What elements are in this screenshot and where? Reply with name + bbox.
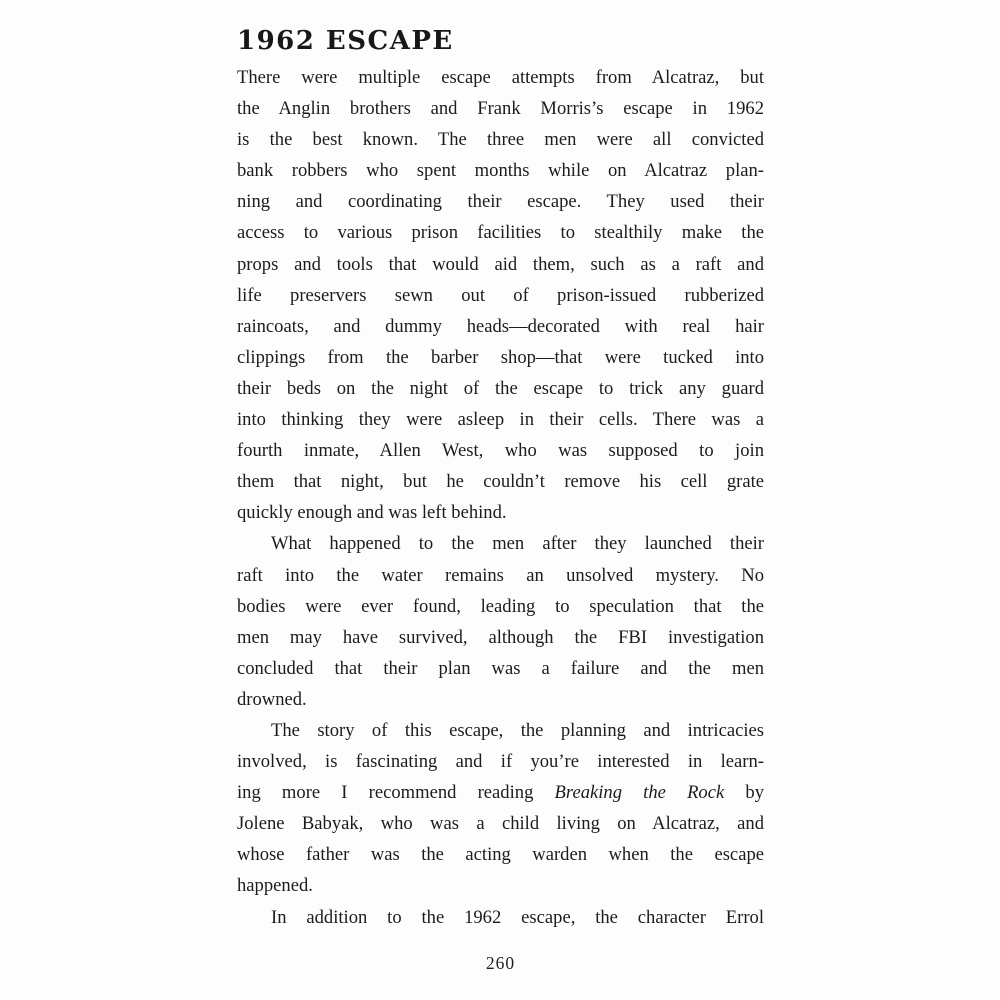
paragraph: [237, 62, 764, 528]
text-line: into thinking they were asleep in their cells. There was a: [237, 409, 764, 431]
text-line: props and tools that would aid them, such as a raft and: [237, 253, 764, 275]
text-line: men may have survived, although the FBI investigation: [237, 626, 764, 648]
text-line: their beds on the night of the escape to trick any guard: [237, 377, 764, 399]
text-line: quickly enough and was left behind.: [237, 502, 507, 524]
text-line: clippings from the barber shop—that were tucked into: [237, 346, 764, 368]
text-line: ing more I recommend reading Breaking the Rock by: [237, 782, 764, 804]
text-line: involved, is fascinating and if you’re interested in learn-: [237, 751, 764, 773]
text-line: the Anglin brothers and Frank Morris’s escape in 1962: [237, 98, 764, 120]
text-line: access to various prison facilities to stealthily make the: [237, 222, 764, 244]
text-line: life preservers sewn out of prison-issued rubberized: [237, 284, 764, 306]
text-line: them that night, but he couldn’t remove his cell grate: [237, 471, 764, 493]
text-line: ning and coordinating their escape. They used their: [237, 191, 764, 213]
text-line: bank robbers who spent months while on Alcatraz plan-: [237, 160, 764, 182]
page-number: 260: [485, 953, 516, 973]
paragraph: [237, 902, 764, 933]
text-line: raincoats, and dummy heads—decorated with real hair: [237, 315, 764, 337]
text-line: fourth inmate, Allen West, who was supposed to join: [237, 440, 764, 462]
text-line: What happened to the men after they launched their: [271, 533, 764, 555]
text-line: happened.: [237, 875, 313, 897]
text-line: concluded that their plan was a failure and the men: [237, 657, 764, 679]
text-line: raft into the water remains an unsolved mystery. No: [237, 564, 764, 586]
text-block: [237, 24, 764, 933]
paragraph: [237, 715, 764, 902]
text-line: In addition to the 1962 escape, the character Errol: [271, 906, 764, 928]
text-line: is the best known. The three men were all convicted: [237, 129, 764, 151]
text-line: whose father was the acting warden when the escape: [237, 844, 764, 866]
section-heading: 1962 ESCAPE: [237, 26, 454, 56]
text-line: bodies were ever found, leading to speculation that the: [237, 595, 764, 617]
paragraphs-container: [237, 62, 764, 933]
text-line: drowned.: [237, 688, 307, 710]
text-line: The story of this escape, the planning and intricacies: [271, 719, 764, 741]
paragraph: [237, 528, 764, 715]
text-line: There were multiple escape attempts from Alcatraz, but: [237, 67, 764, 88]
text-line: Jolene Babyak, who was a child living on Alcatraz, and: [237, 813, 764, 835]
